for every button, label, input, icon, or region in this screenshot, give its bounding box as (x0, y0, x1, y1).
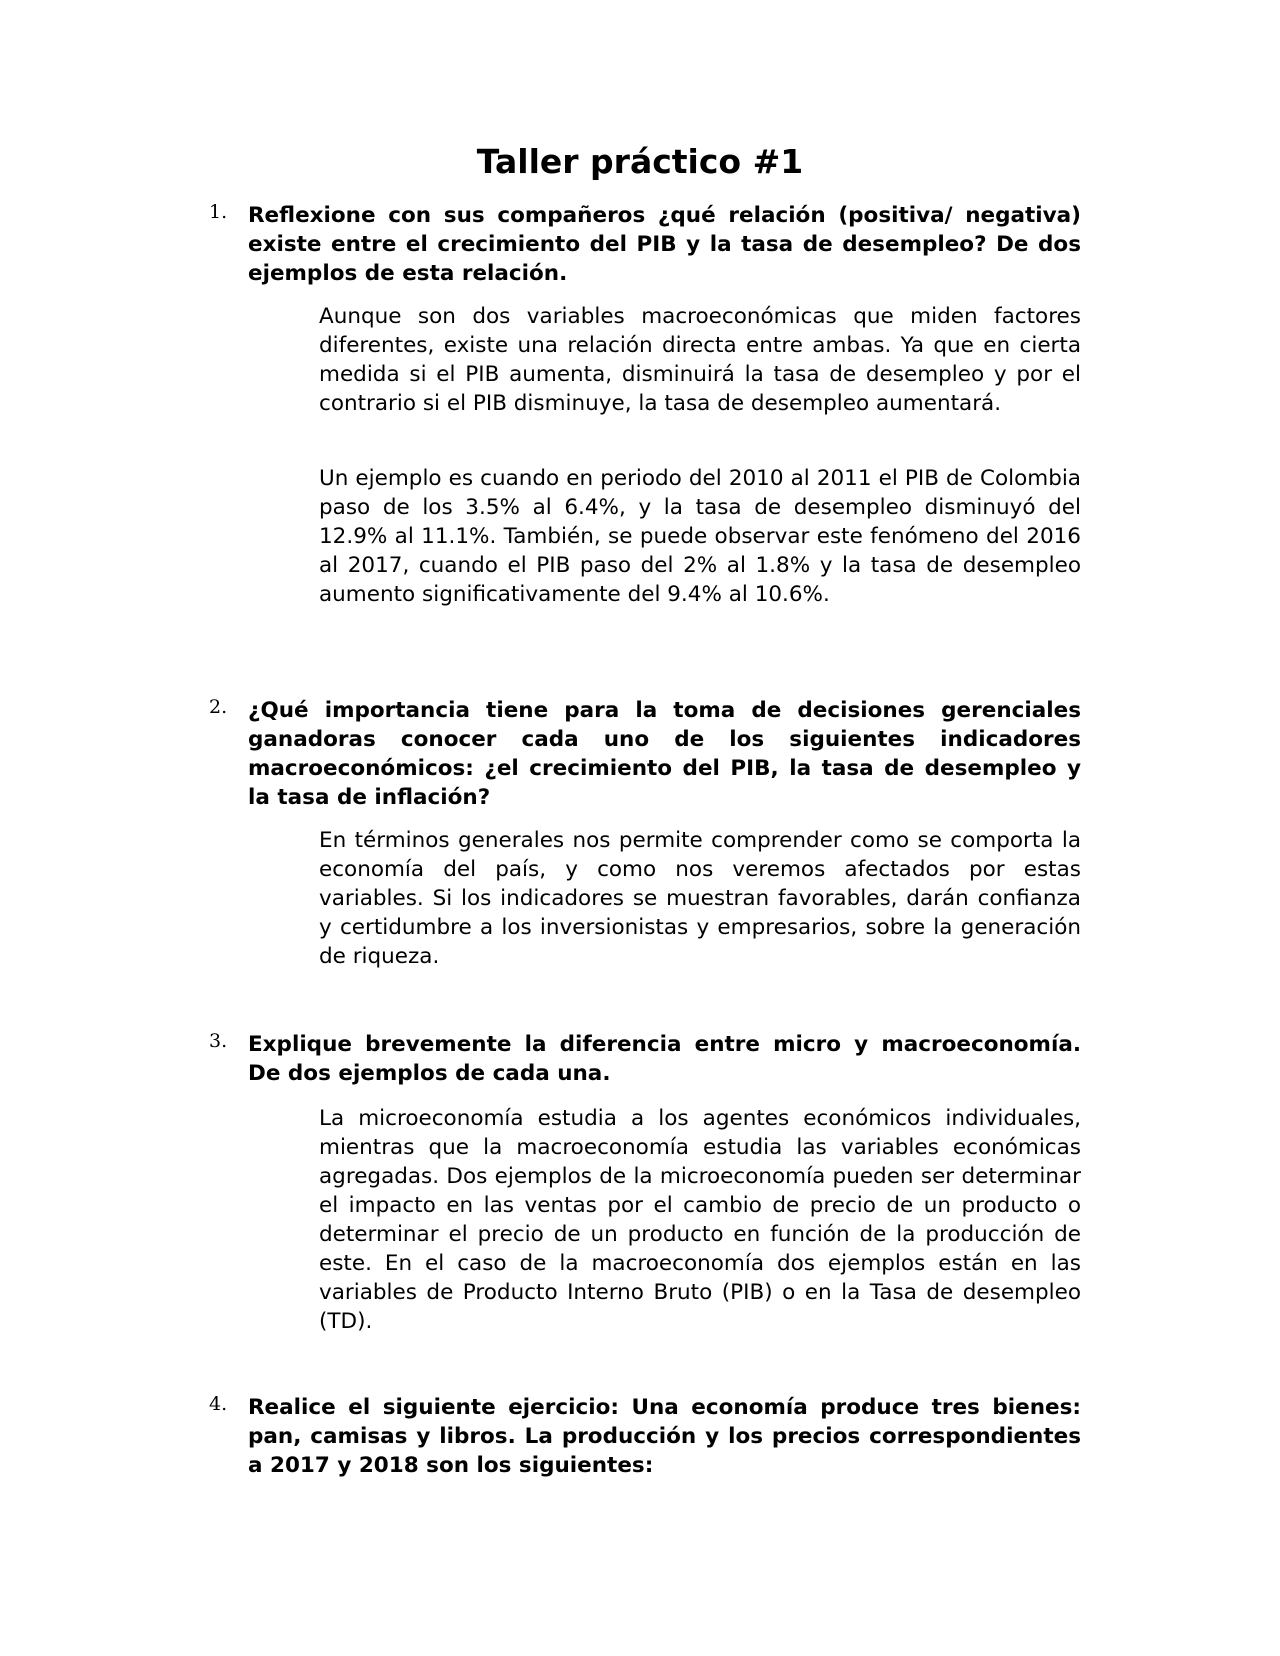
question-4-text: Realice el siguiente ejercicio: Una economía produce tres bienes: pan, camisas y libros. La producción y los precios correspondientes a 2017 y 2018 son los siguientes: (248, 1395, 1081, 1478)
question-4-number: 4. (209, 1393, 228, 1415)
question-1-answer-2: Un ejemplo es cuando en periodo del 2010 al 2011 el PIB de Colombia paso de los 3.5% al 6.4%, y la tasa de desempleo disminuyó del 12.9% al 11.1%. También, se puede observar este fenómeno del 2016 al 2017, cuando el PIB paso del 2% al 1.8% y la tasa de desempleo aumento significativamente del 9.4% al 10.6%. (319, 466, 1081, 607)
question-3-number: 3. (209, 1030, 228, 1052)
question-3-text: Explique brevemente la diferencia entre micro y macroeconomía. De dos ejemplos de cada una. (248, 1032, 1081, 1086)
question-1-number: 1. (209, 201, 228, 223)
question-2-text: ¿Qué importancia tiene para la toma de decisiones gerenciales ganadoras conocer cada uno de los siguientes indicadores macroeconómicos: ¿el crecimiento del PIB, la tasa de desempleo y la tasa de inflación? (248, 698, 1081, 810)
question-3-answer-1: La microeconomía estudia a los agentes económicos individuales, mientras que la macroeconomía estudia las variables económicas agregadas. Dos ejemplos de la microeconomía pueden ser determinar el impacto en las ventas por el cambio de precio de un producto o determinar el precio de un producto en función de la producción de este. En el caso de la macroeconomía dos ejemplos están en las variables de Producto Interno Bruto (PIB) o en la Tasa de desempleo (TD). (319, 1106, 1081, 1334)
question-1-text: Reflexione con sus compañeros ¿qué relación (positiva/ negativa) existe entre el crecimiento del PIB y la tasa de desempleo? De dos ejemplos de esta relación. (248, 203, 1081, 286)
page-title: Taller práctico #1 (476, 142, 804, 181)
question-2-number: 2. (209, 696, 228, 718)
question-2-answer-1: En términos generales nos permite comprender como se comporta la economía del país, y como nos veremos afectados por estas variables. Si los indicadores se muestran favorables, darán confianza y certidumbre a los inversionistas y empresarios, sobre la generación de riqueza. (319, 828, 1081, 969)
question-1-answer-1: Aunque son dos variables macroeconómicas que miden factores diferentes, existe una relación directa entre ambas. Ya que en cierta medida si el PIB aumenta, disminuirá la tasa de desempleo y por el contrario si el PIB disminuye, la tasa de desempleo aumentará. (319, 304, 1081, 416)
